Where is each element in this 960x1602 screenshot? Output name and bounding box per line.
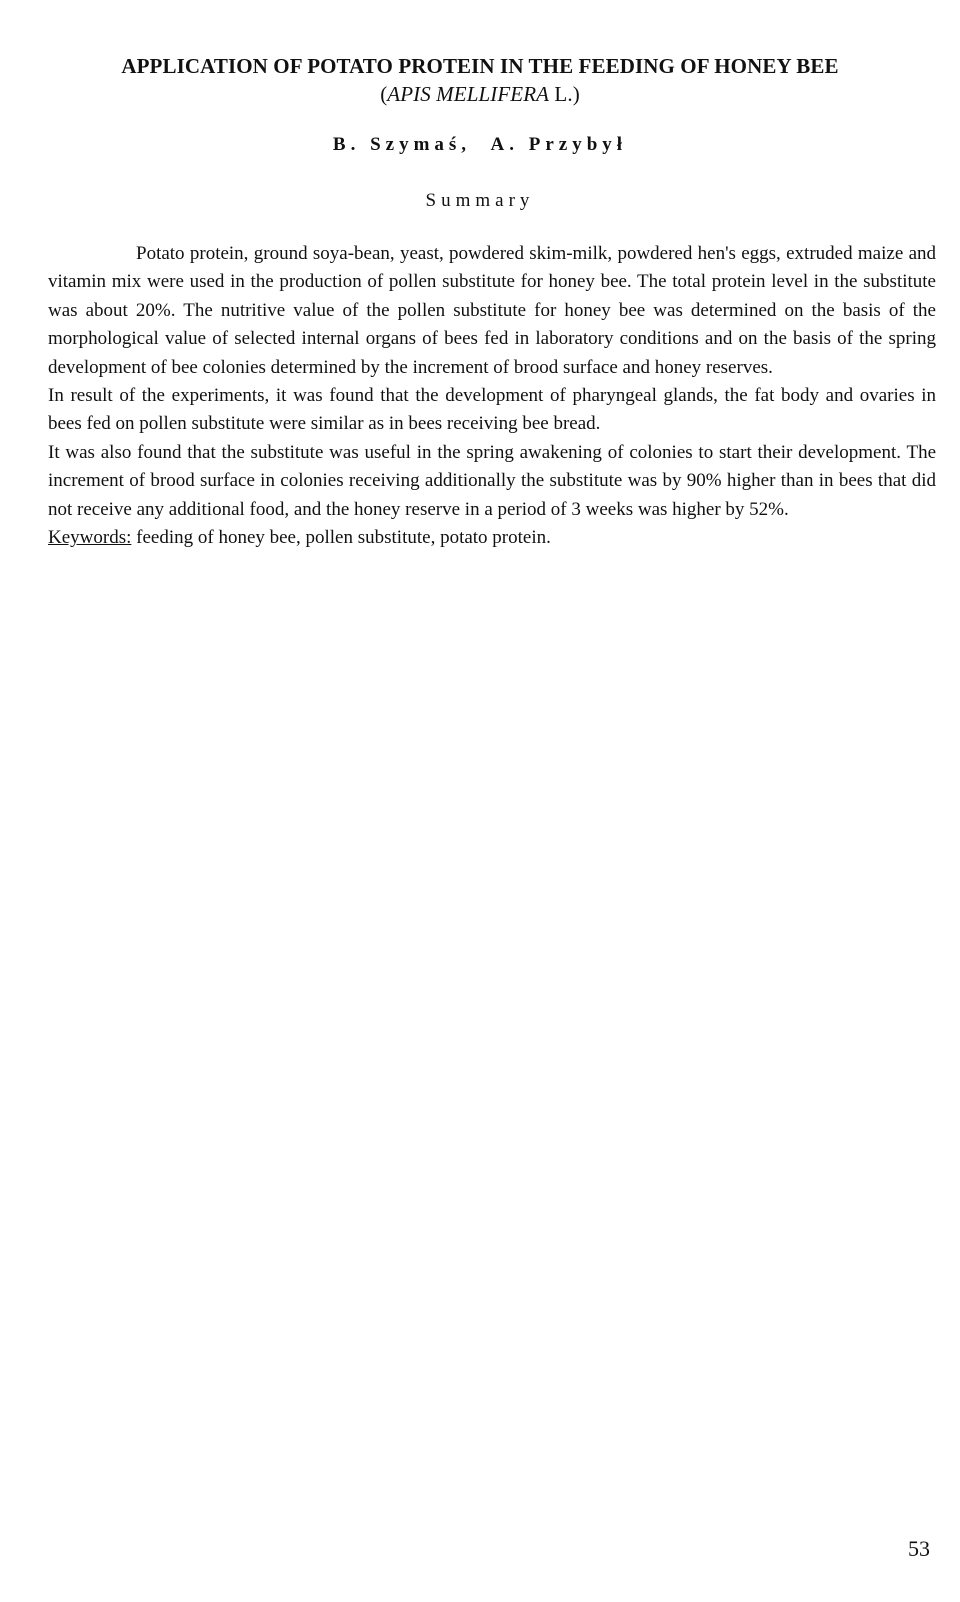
keywords-text: feeding of honey bee, pollen substitute, potato protein. [131, 527, 551, 549]
summary-paragraph-1: Potato protein, ground soya-bean, yeast, powdered skim-milk, powdered hen's eggs, extruded maize and vitamin mix were used in the production of pollen substitute for honey bee. The total protein level in the substitute was about 20%. The nutritive value of the pollen substitute for honey bee was determined on the basis of the morphological value of selected internal organs of bees fed in laboratory conditions and on the basis of the spring development of bee colonies determined by the increment of brood surface and honey reserves. [48, 243, 936, 378]
author-2: A. Przybył [490, 134, 628, 155]
summary-heading: Summary [425, 190, 535, 211]
article-title [40, 52, 920, 108]
summary-paragraph-2: In result of the experiments, it was found that the development of pharyngeal glands, the fat body and ovaries in bees fed on pollen substitute were similar as in bees receiving bee bread. [48, 385, 936, 435]
summary-body [48, 240, 936, 552]
keywords-label: Keywords: [48, 527, 132, 549]
title-paren-open: ( [380, 82, 388, 106]
summary-paragraph-3: It was also found that the substitute was useful in the spring awakening of colonies to start their development. The increment of brood surface in colonies receiving additionally the substitute was by 90% higher than in bees that did not receive any additional food, and the honey reserve in a period of 3 weeks was higher by 52%. [48, 441, 936, 520]
authors-line [0, 134, 960, 156]
title-latin-name: APIS MELLIFERA [387, 82, 550, 106]
page-number: 53 [908, 1536, 930, 1561]
title-line-2 [40, 80, 920, 108]
title-line-1: APPLICATION OF POTATO PROTEIN IN THE FEEDING OF HONEY BEE [121, 54, 839, 78]
title-paren-close: L.) [549, 82, 580, 106]
author-1: B. Szymaś, [332, 134, 472, 155]
keywords-line [48, 524, 936, 552]
